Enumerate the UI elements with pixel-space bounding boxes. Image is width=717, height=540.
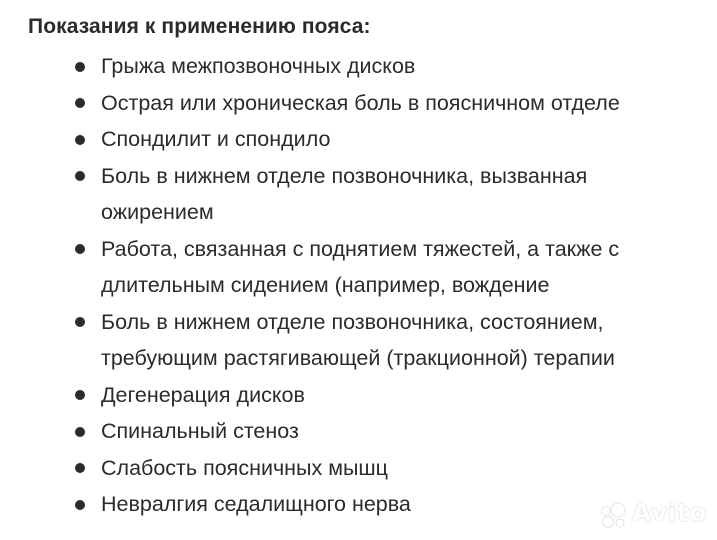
bullet-icon [75, 390, 85, 400]
list-item [0, 413, 700, 450]
list-item-text: Грыжа межпозвоночных дисков [101, 54, 416, 78]
avito-logo-icon [598, 501, 632, 529]
list-item [0, 231, 700, 304]
list-item [0, 158, 700, 231]
indications-list [0, 48, 700, 523]
bullet-icon [75, 463, 85, 473]
watermark-text: Avito [632, 498, 707, 527]
bullet-icon [75, 171, 85, 181]
list-item-text: Боль в нижнем отделе позвоночника, вызванная ожирением [101, 163, 588, 224]
list-item [0, 304, 700, 377]
bullet-icon [75, 98, 85, 108]
list-item-text: Спондилит и спондило [101, 127, 331, 151]
list-item-text: Невралгия седалищного нерва [101, 492, 411, 516]
avito-watermark [598, 497, 710, 533]
list-item-text: Спинальный стеноз [101, 419, 299, 443]
list-item [0, 377, 700, 414]
list-item [0, 85, 700, 122]
list-item-text: Дегенерация дисков [101, 382, 305, 407]
bullet-icon [75, 135, 85, 145]
list-item [0, 121, 700, 158]
bullet-icon [75, 427, 85, 437]
list-item [0, 486, 700, 523]
list-item-text: Острая или хроническая боль в поясничном отделе [101, 90, 620, 115]
bullet-icon [75, 62, 85, 72]
list-item-text: Работа, связанная с поднятием тяжестей, а также с длительным сидением (например, вождение [101, 236, 620, 297]
list-item-text: Боль в нижнем отделе позвоночника, состоянием, требующим растягивающей (тракционной) терапии [101, 309, 615, 370]
bullet-icon [75, 244, 85, 254]
list-item [0, 48, 700, 85]
document-heading: Показания к применению пояса: [28, 15, 371, 38]
list-item-text: Слабость поясничных мышц [101, 455, 388, 480]
bullet-icon [75, 317, 85, 327]
bullet-icon [75, 500, 85, 510]
list-item [0, 450, 700, 487]
